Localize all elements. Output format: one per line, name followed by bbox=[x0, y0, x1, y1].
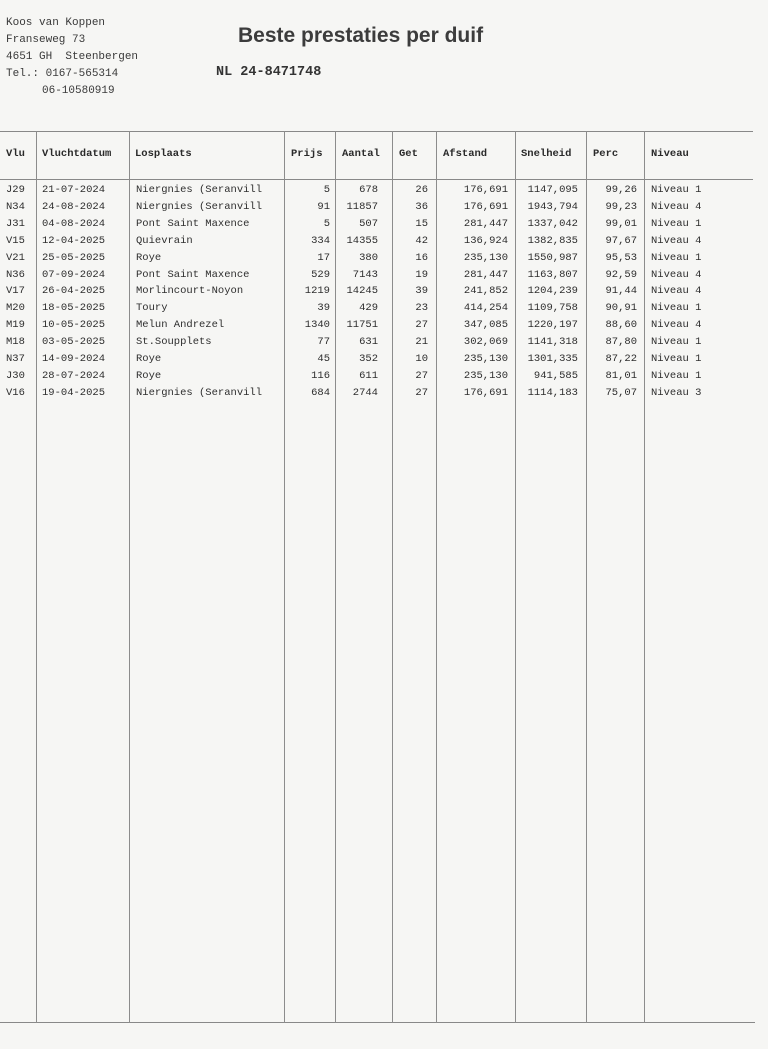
cell-snelheid: 1943,794 bbox=[527, 200, 578, 213]
cell-snelheid: 1147,095 bbox=[527, 184, 578, 196]
cell-snelheid: 1220,197 bbox=[527, 319, 578, 332]
cell-perc: 97,67 bbox=[605, 234, 637, 247]
cell-perc: 99,26 bbox=[605, 184, 637, 196]
table-bottom-rule bbox=[0, 1022, 755, 1023]
cell-losplaats: Pont Saint Maxence bbox=[136, 217, 250, 230]
cell-prijs: 5 bbox=[323, 217, 330, 230]
cell-niveau: Niveau 3 bbox=[651, 386, 702, 399]
cell-prijs: 39 bbox=[317, 302, 330, 315]
cell-perc: 87,22 bbox=[605, 353, 637, 365]
cell-aantal: 11751 bbox=[346, 319, 378, 332]
cell-get: 27 bbox=[415, 319, 428, 332]
cell-vlu: V21 bbox=[6, 251, 25, 264]
cell-perc: 87,80 bbox=[605, 336, 637, 349]
col-divider bbox=[335, 131, 336, 1023]
cell-vlu: J30 bbox=[6, 369, 25, 382]
cell-vlu: J31 bbox=[6, 217, 25, 230]
cell-aantal: 14355 bbox=[346, 234, 378, 247]
cell-vlu: N36 bbox=[6, 268, 25, 281]
cell-aantal: 507 bbox=[359, 217, 378, 230]
cell-afstand: 176,691 bbox=[463, 386, 508, 399]
cell-get: 26 bbox=[415, 184, 428, 196]
col-divider bbox=[644, 131, 645, 1023]
cell-prijs: 1340 bbox=[304, 319, 330, 332]
cell-prijs: 1219 bbox=[304, 285, 330, 298]
cell-prijs: 529 bbox=[311, 268, 330, 281]
cell-vlu: V17 bbox=[6, 285, 25, 298]
cell-snelheid: 1301,335 bbox=[527, 353, 578, 365]
cell-losplaats: Niergnies (Seranvill bbox=[136, 386, 263, 399]
cell-prijs: 116 bbox=[311, 369, 330, 382]
cell-niveau: Niveau 1 bbox=[651, 336, 702, 349]
cell-niveau: Niveau 4 bbox=[651, 268, 702, 281]
cell-afstand: 235,130 bbox=[463, 369, 508, 382]
cell-get: 27 bbox=[415, 386, 428, 399]
cell-perc: 99,23 bbox=[605, 200, 637, 213]
cell-prijs: 77 bbox=[317, 336, 330, 349]
header-vluchtdatum: Vluchtdatum bbox=[42, 148, 112, 160]
col-divider bbox=[436, 131, 437, 1023]
cell-perc: 92,59 bbox=[605, 268, 637, 281]
cell-vluchtdatum: 24-08-2024 bbox=[42, 200, 106, 213]
col-divider bbox=[284, 131, 285, 1023]
header-vlu: Vlu bbox=[6, 148, 25, 160]
cell-aantal: 2744 bbox=[352, 386, 378, 399]
cell-losplaats: Toury bbox=[136, 302, 168, 315]
cell-prijs: 334 bbox=[311, 234, 330, 247]
cell-perc: 99,01 bbox=[605, 217, 637, 230]
cell-aantal: 678 bbox=[359, 184, 378, 196]
cell-snelheid: 1114,183 bbox=[527, 386, 578, 399]
cell-niveau: Niveau 4 bbox=[651, 285, 702, 298]
cell-afstand: 176,691 bbox=[463, 184, 508, 196]
cell-vluchtdatum: 10-05-2025 bbox=[42, 319, 106, 332]
cell-vluchtdatum: 12-04-2025 bbox=[42, 234, 106, 247]
cell-get: 15 bbox=[415, 217, 428, 230]
cell-snelheid: 1550,987 bbox=[527, 251, 578, 264]
cell-snelheid: 1109,758 bbox=[527, 302, 578, 315]
cell-perc: 88,60 bbox=[605, 319, 637, 332]
cell-afstand: 241,852 bbox=[463, 285, 508, 298]
cell-vlu: J29 bbox=[6, 184, 25, 196]
cell-losplaats: Niergnies (Seranvill bbox=[136, 200, 263, 213]
cell-perc: 91,44 bbox=[605, 285, 637, 298]
cell-vluchtdatum: 26-04-2025 bbox=[42, 285, 106, 298]
cell-snelheid: 1204,239 bbox=[527, 285, 578, 298]
owner-street: Franseweg 73 bbox=[6, 34, 86, 46]
cell-vluchtdatum: 28-07-2024 bbox=[42, 369, 106, 382]
owner-name: Koos van Koppen bbox=[6, 17, 106, 29]
cell-niveau: Niveau 1 bbox=[651, 353, 702, 365]
cell-aantal: 352 bbox=[359, 353, 378, 365]
cell-losplaats: Roye bbox=[136, 369, 162, 382]
cell-vluchtdatum: 25-05-2025 bbox=[42, 251, 106, 264]
header-perc: Perc bbox=[593, 148, 619, 160]
cell-vluchtdatum: 07-09-2024 bbox=[42, 268, 106, 281]
cell-niveau: Niveau 4 bbox=[651, 200, 702, 213]
cell-afstand: 136,924 bbox=[463, 234, 508, 247]
owner-address bbox=[6, 15, 138, 100]
cell-niveau: Niveau 4 bbox=[651, 234, 702, 247]
cell-get: 27 bbox=[415, 369, 428, 382]
cell-afstand: 176,691 bbox=[463, 200, 508, 213]
cell-losplaats: Pont Saint Maxence bbox=[136, 268, 250, 281]
cell-perc: 95,53 bbox=[605, 251, 637, 264]
cell-get: 21 bbox=[415, 336, 428, 349]
header-afstand: Afstand bbox=[443, 148, 488, 160]
cell-niveau: Niveau 1 bbox=[651, 302, 702, 315]
cell-losplaats: Morlincourt-Noyon bbox=[136, 285, 244, 298]
cell-niveau: Niveau 1 bbox=[651, 369, 702, 382]
cell-prijs: 5 bbox=[323, 184, 330, 196]
cell-perc: 75,07 bbox=[605, 386, 637, 399]
cell-afstand: 414,254 bbox=[463, 302, 508, 315]
cell-vluchtdatum: 21-07-2024 bbox=[42, 184, 106, 196]
cell-aantal: 7143 bbox=[352, 268, 378, 281]
cell-vlu: M18 bbox=[6, 336, 25, 349]
cell-prijs: 45 bbox=[317, 353, 330, 365]
cell-aantal: 380 bbox=[359, 251, 378, 264]
col-divider bbox=[36, 131, 37, 1023]
cell-losplaats: St.Soupplets bbox=[136, 336, 212, 349]
cell-snelheid: 1337,042 bbox=[527, 217, 578, 230]
cell-vluchtdatum: 19-04-2025 bbox=[42, 386, 106, 399]
cell-vlu: M20 bbox=[6, 302, 25, 315]
page-title: Beste prestaties per duif bbox=[238, 24, 484, 47]
cell-vlu: V16 bbox=[6, 386, 25, 399]
cell-losplaats: Roye bbox=[136, 251, 162, 264]
cell-vluchtdatum: 04-08-2024 bbox=[42, 217, 106, 230]
cell-get: 39 bbox=[415, 285, 428, 298]
cell-get: 42 bbox=[415, 234, 428, 247]
cell-losplaats: Niergnies (Seranvill bbox=[136, 184, 263, 196]
cell-afstand: 347,085 bbox=[463, 319, 508, 332]
owner-phone: Tel.: 0167-565314 bbox=[6, 68, 119, 80]
cell-vlu: V15 bbox=[6, 234, 25, 247]
header-snelheid: Snelheid bbox=[521, 148, 572, 160]
cell-vluchtdatum: 18-05-2025 bbox=[42, 302, 106, 315]
cell-perc: 90,91 bbox=[605, 302, 637, 315]
cell-losplaats: Melun Andrezel bbox=[136, 319, 225, 332]
cell-prijs: 91 bbox=[317, 200, 330, 213]
col-divider bbox=[515, 131, 516, 1023]
cell-snelheid: 1163,807 bbox=[527, 268, 578, 281]
cell-prijs: 17 bbox=[317, 251, 330, 264]
cell-snelheid: 941,585 bbox=[533, 369, 578, 382]
cell-vluchtdatum: 03-05-2025 bbox=[42, 336, 106, 349]
cell-niveau: Niveau 4 bbox=[651, 319, 702, 332]
cell-niveau: Niveau 1 bbox=[651, 217, 702, 230]
header-prijs: Prijs bbox=[291, 148, 323, 160]
col-divider bbox=[392, 131, 393, 1023]
owner-mobile: 06-10580919 bbox=[42, 85, 115, 97]
cell-niveau: Niveau 1 bbox=[651, 184, 702, 196]
header-losplaats: Losplaats bbox=[135, 148, 192, 160]
cell-get: 16 bbox=[415, 251, 428, 264]
cell-niveau: Niveau 1 bbox=[651, 251, 702, 264]
header-get: Get bbox=[399, 148, 418, 160]
cell-aantal: 11857 bbox=[346, 200, 378, 213]
cell-prijs: 684 bbox=[311, 386, 330, 399]
cell-perc: 81,01 bbox=[605, 369, 637, 382]
cell-aantal: 429 bbox=[359, 302, 378, 315]
cell-afstand: 281,447 bbox=[463, 217, 508, 230]
cell-aantal: 611 bbox=[359, 369, 378, 382]
header-bottom-rule bbox=[0, 179, 753, 180]
table-top-rule bbox=[0, 131, 753, 132]
cell-afstand: 235,130 bbox=[463, 353, 508, 365]
cell-get: 19 bbox=[415, 268, 428, 281]
header-niveau: Niveau bbox=[651, 148, 689, 160]
cell-vlu: N37 bbox=[6, 353, 25, 365]
cell-afstand: 235,130 bbox=[463, 251, 508, 264]
cell-aantal: 631 bbox=[359, 336, 378, 349]
cell-losplaats: Roye bbox=[136, 353, 162, 365]
cell-afstand: 302,069 bbox=[463, 336, 508, 349]
cell-vluchtdatum: 14-09-2024 bbox=[42, 353, 106, 365]
cell-vlu: N34 bbox=[6, 200, 25, 213]
cell-losplaats: Quievrain bbox=[136, 234, 193, 247]
header-aantal: Aantal bbox=[342, 148, 380, 160]
cell-snelheid: 1382,835 bbox=[527, 234, 578, 247]
cell-vlu: M19 bbox=[6, 319, 25, 332]
cell-get: 23 bbox=[415, 302, 428, 315]
cell-snelheid: 1141,318 bbox=[527, 336, 578, 349]
cell-aantal: 14245 bbox=[346, 285, 378, 298]
ring-number: NL 24-8471748 bbox=[216, 65, 322, 80]
col-divider bbox=[129, 131, 130, 1023]
cell-get: 36 bbox=[415, 200, 428, 213]
col-divider bbox=[586, 131, 587, 1023]
cell-afstand: 281,447 bbox=[463, 268, 508, 281]
cell-get: 10 bbox=[415, 353, 428, 365]
owner-city: 4651 GH Steenbergen bbox=[6, 51, 139, 63]
